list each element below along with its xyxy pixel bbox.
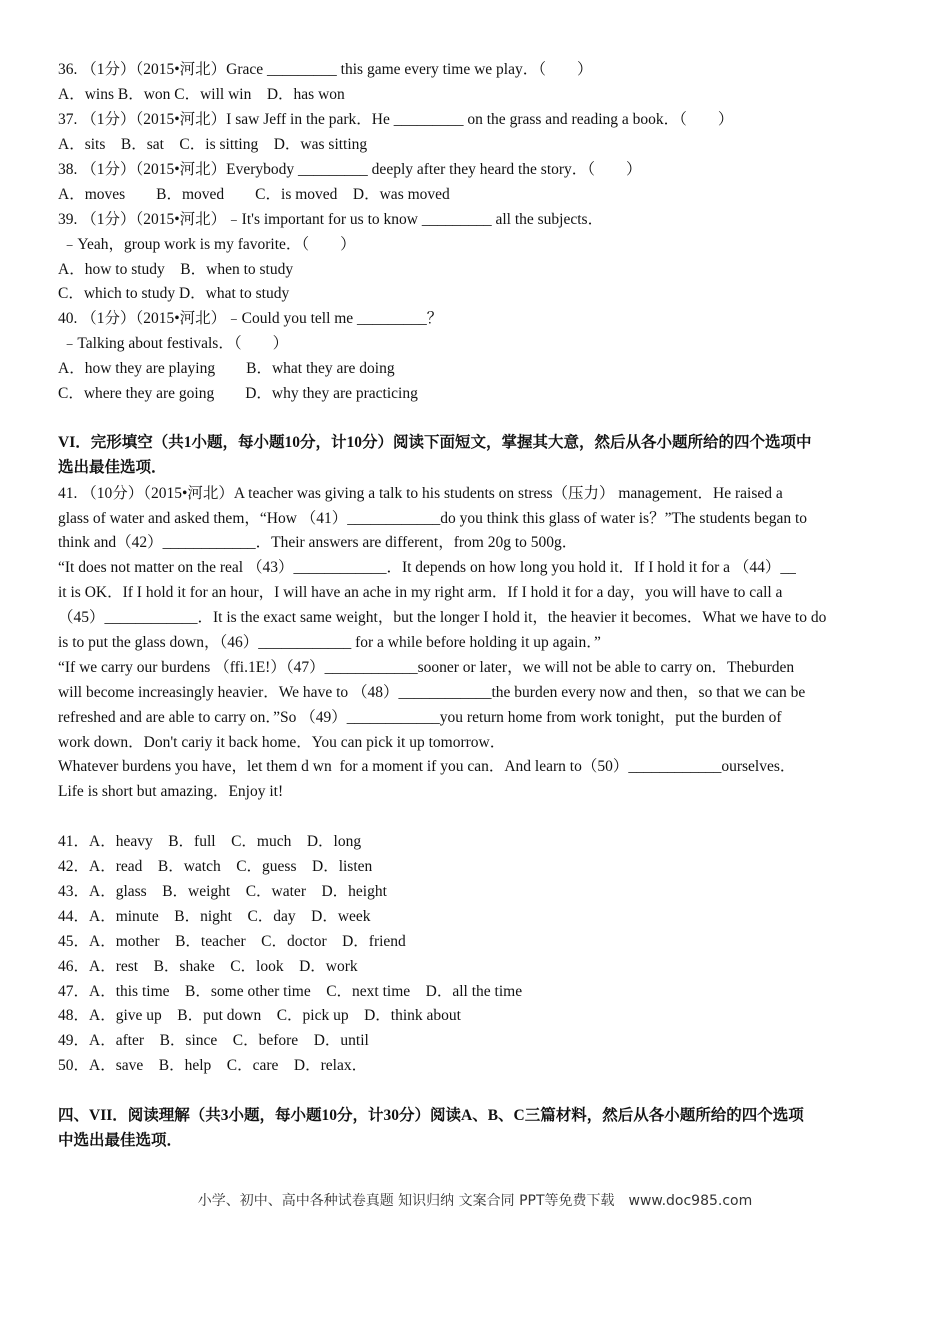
section-heading-line: VI．完形填空（共1小题，每小题10分，计10分）阅读下面短文，掌握其大意，然后从各小题所给的四个选项中: [58, 434, 812, 451]
option-row: 50．A．save B．help C．care D．relax．: [58, 1057, 368, 1074]
page-footer: 小学、初中、高中各种试卷真题 知识归纳 文案合同 PPT等免费下载 www.doc985.com: [197, 1193, 753, 1209]
option-row: 41．A．heavy B．full C．much D．long: [58, 833, 362, 850]
passage-line: （45）____________．It is the exact same weight，but the longer I hold it，the heavier it becomes．What we have to do: [58, 609, 827, 626]
option-row: 47．A．this time B．some other time C．next time D．all the time: [58, 983, 523, 1000]
question-options: A．wins B．won C．will win D．has won: [58, 86, 345, 103]
question-stem: 37. （1分）（2015•河北）I saw Jeff in the park．He _________ on the grass and reading a book．（ ）: [58, 111, 734, 128]
question-reply: ﹣Talking about festivals．（ ）: [58, 335, 289, 352]
passage-line: Whatever burdens you have，let them d wn for a moment if you can．And learn to（50）____________ourselves．: [58, 758, 796, 775]
section-heading-line: 中选出最佳选项．: [58, 1132, 183, 1149]
passage-line: 41. （10分）（2015•河北）A teacher was giving a talk to his students on stress（压力） management．He raised a: [58, 485, 783, 502]
question-options: C．where they are going D．why they are practicing: [58, 385, 418, 402]
option-row: 46．A．rest B．shake C．look D．work: [58, 958, 358, 975]
passage-line: it is OK．If I hold it for an hour，I will have an ache in my right arm．If I hold it for a day，you will have to call a: [58, 584, 783, 601]
passage-line: “If we carry our burdens （ffi.1E!）（47）____________sooner or later，we will not be able to carry on．Theburden: [58, 659, 795, 676]
option-row: 45．A．mother B．teacher C．doctor D．friend: [58, 933, 406, 950]
passage-line: “It does not matter on the real （43）____________．It depends on how long you hold it．If I hold it for a （44）__: [58, 559, 796, 576]
passage-line: is to put the glass down，（46）____________ for a while before holding it up again．”: [58, 634, 601, 651]
passage-line: refreshed and are able to carry on．”So （49）____________you return home from work tonight，put the burden of: [58, 709, 782, 726]
option-row: 44．A．minute B．night C．day D．week: [58, 908, 371, 925]
question-options: A．how to study B．when to study: [58, 261, 294, 278]
question-stem: 40. （1分）（2015•河北）﹣Could you tell me _________？: [58, 310, 443, 327]
section-heading-line: 选出最佳选项．: [58, 459, 167, 476]
passage-line: think and（42）____________．Their answers are different，from 20g to 500g．: [58, 534, 578, 551]
option-row: 48．A．give up B．put down C．pick up D．think about: [58, 1007, 461, 1024]
question-reply: ﹣Yeah，group work is my favorite．（ ）: [58, 236, 356, 253]
question-stem: 39. （1分）（2015•河北）﹣It's important for us to know _________ all the subjects．: [58, 211, 604, 228]
question-options: A．moves B．moved C．is moved D．was moved: [58, 186, 450, 203]
passage-line: Life is short but amazing．Enjoy it!: [58, 783, 284, 800]
section-heading-line: 四、VII．阅读理解（共3小题，每小题10分，计30分）阅读A、B、C三篇材料，然后从各小题所给的四个选项: [58, 1107, 804, 1124]
option-row: 43．A．glass B．weight C．water D．height: [58, 883, 387, 900]
question-options: A．sits B．sat C．is sitting D．was sitting: [58, 136, 368, 153]
option-row: 49．A．after B．since C．before D．until: [58, 1032, 369, 1049]
passage-line: work down．Don't cariy it back home．You can pick it up tomorrow．: [58, 734, 506, 751]
passage-line: glass of water and asked them，“How （41）____________do you think this glass of water is？”The students began to: [58, 510, 808, 527]
option-row: 42．A．read B．watch C．guess D．listen: [58, 858, 373, 875]
question-options: A．how they are playing B．what they are doing: [58, 360, 395, 377]
passage-line: will become increasingly heavier．We have to （48）____________the burden every now and then，so that we can be: [58, 684, 806, 701]
question-options: C．which to study D．what to study: [58, 285, 290, 302]
question-stem: 36. （1分）（2015•河北）Grace _________ this game every time we play．（ ）: [58, 61, 593, 78]
question-stem: 38. （1分）（2015•河北）Everybody _________ deeply after they heard the story．（ ）: [58, 161, 642, 178]
